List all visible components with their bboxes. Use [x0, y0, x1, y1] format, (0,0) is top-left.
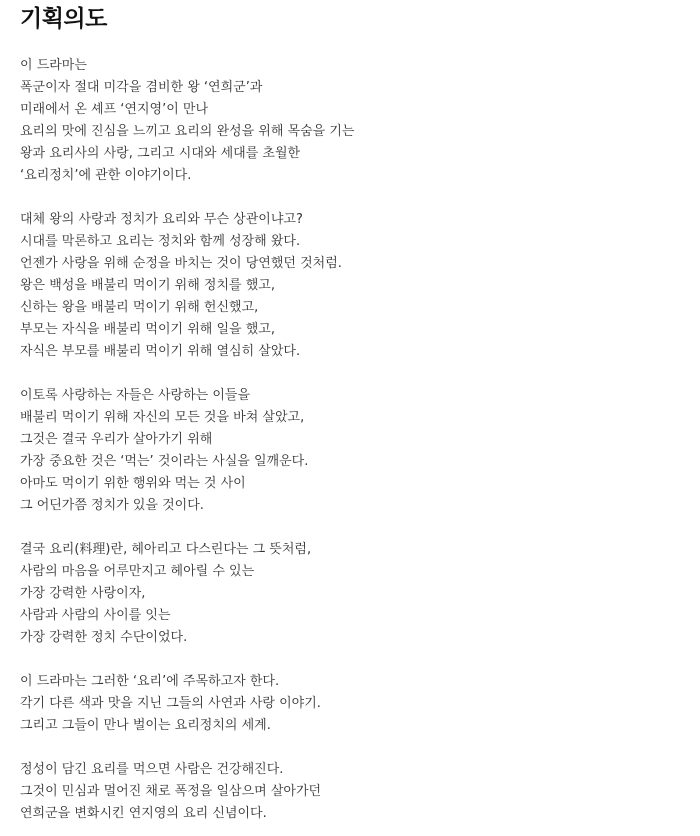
- document-body: [20, 55, 700, 825]
- text-line: 신하는 왕을 배불리 먹이기 위해 헌신했고,: [20, 300, 259, 315]
- text-line: 사람의 마음을 어루만지고 헤아릴 수 있는: [20, 564, 255, 579]
- text-line: 자식은 부모를 배불리 먹이기 위해 열심히 살았다.: [20, 344, 301, 359]
- text-line: 배불리 먹이기 위해 자신의 모든 것을 바쳐 살았고,: [20, 410, 305, 425]
- text-line: 사람과 사람의 사이를 잇는: [20, 608, 171, 623]
- text-line: 결국 요리(料理)란, 헤아리고 다스린다는 그 뜻처럼,: [20, 542, 312, 557]
- text-line: 그것이 민심과 멀어진 채로 폭정을 일삼으며 살아가던: [20, 784, 322, 799]
- text-line: 대체 왕의 사랑과 정치가 요리와 무슨 상관이냐고?: [20, 212, 303, 227]
- page-title: 기획의도: [20, 6, 107, 32]
- paragraph-4: [20, 539, 700, 649]
- text-line: 부모는 자식을 배불리 먹이기 위해 일을 했고,: [20, 322, 275, 337]
- text-line: 시대를 막론하고 요리는 정치와 함께 성장해 왔다.: [20, 234, 301, 249]
- text-line: 각기 다른 색과 맛을 지닌 그들의 사연과 사랑 이야기.: [20, 696, 321, 711]
- text-line: 그것은 결국 우리가 살아가기 위해: [20, 432, 213, 447]
- text-line: 가장 중요한 것은 ‘먹는’ 것이라는 사실을 일깨운다.: [20, 454, 309, 469]
- paragraph-1: [20, 55, 700, 187]
- text-line: 정성이 담긴 요리를 먹으면 사람은 건강해진다.: [20, 762, 284, 777]
- paragraph-5: [20, 671, 700, 737]
- text-line: 가장 강력한 사랑이자,: [20, 586, 146, 601]
- text-line: 아마도 먹이기 위한 행위와 먹는 것 사이: [20, 476, 246, 491]
- text-line: 가장 강력한 정치 수단이었다.: [20, 630, 188, 645]
- text-line: 이 드라마는 그러한 ‘요리’에 주목하고자 한다.: [20, 674, 280, 689]
- text-line: 연희군을 변화시킨 연지영의 요리 신념이다.: [20, 806, 267, 821]
- text-line: 요리의 맛에 진심을 느끼고 요리의 완성을 위해 목숨을 기는: [20, 124, 355, 139]
- text-line: 왕과 요리사의 사랑, 그리고 시대와 세대를 초월한: [20, 146, 301, 161]
- text-line: 왕은 백성을 배불리 먹이기 위해 정치를 했고,: [20, 278, 275, 293]
- text-line: 이 드라마는: [20, 58, 87, 73]
- text-line: 그 어딘가쯤 정치가 있을 것이다.: [20, 498, 204, 513]
- text-line: 폭군이자 절대 미각을 겸비한 왕 ‘연희군’과: [20, 80, 263, 95]
- text-line: 그리고 그들이 만나 벌이는 요리정치의 세계.: [20, 718, 271, 733]
- paragraph-6: [20, 759, 700, 825]
- text-line: 미래에서 온 셰프 ‘연지영’이 만나: [20, 102, 209, 117]
- paragraph-2: [20, 209, 700, 363]
- text-line: ‘요리정치’에 관한 이야기이다.: [20, 168, 192, 183]
- paragraph-3: [20, 385, 700, 517]
- text-line: 언젠가 사랑을 위해 순정을 바치는 것이 당연했던 것처럼.: [20, 256, 342, 271]
- text-line: 이토록 사랑하는 자들은 사랑하는 이들을: [20, 388, 251, 403]
